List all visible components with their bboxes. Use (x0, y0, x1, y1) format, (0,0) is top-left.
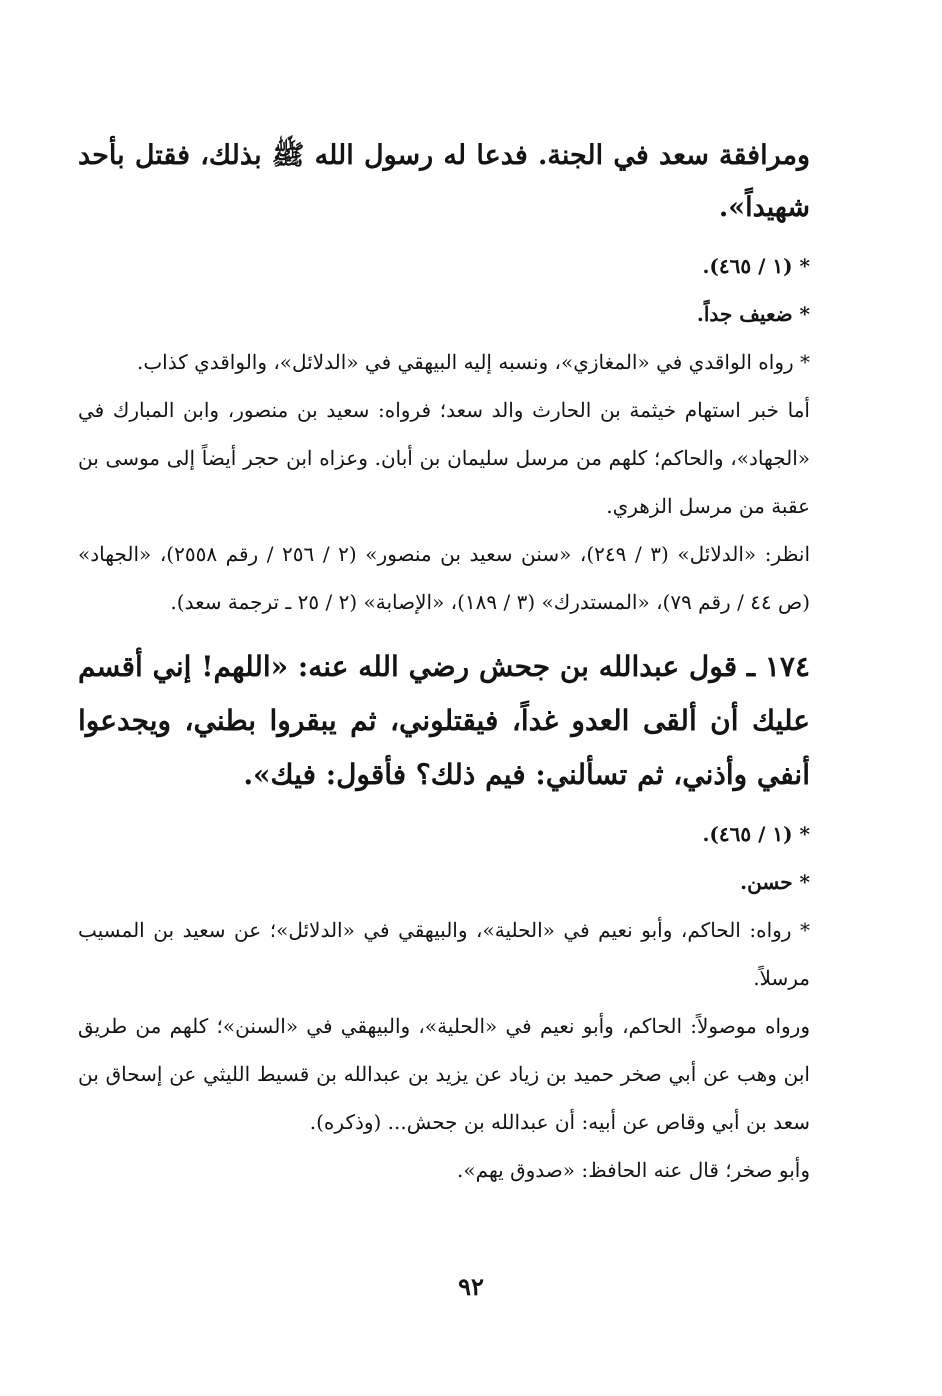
page-number: ٩٢ (458, 1272, 484, 1301)
commentary-paragraph: أما خبر استهام خيثمة بن الحارث والد سعد؛ فرواه: سعيد بن منصور، وابن المبارك في «الجهاد»، والحاكم؛ كلهم من مرسل سليمان بن أبان. وعزاه ابن حجر أيضاً إلى موسى بن عقبة من مرسل الزهري. (78, 398, 810, 518)
takhrij-note: * رواه: الحاكم، وأبو نعيم في «الحلية»، والبيهقي في «الدلائل»؛ عن سعيد بن المسيب مرسلاً. (78, 918, 810, 990)
hadith-grade: * ضعيف جداً. (696, 302, 810, 326)
quote-continuation: ومرافقة سعد في الجنة. فدعا له رسول الله ﷺ بذلك، فقتل بأحد شهيداً». (78, 140, 810, 223)
hadith-grade: * حسن. (740, 870, 810, 894)
takhrij-note: * رواه الواقدي في «المغازي»، ونسبه إليه البيهقي في «الدلائل»، والواقدي كذاب. (136, 350, 810, 374)
narrator-note: وأبو صخر؛ قال عنه الحافظ: «صدوق يهم». (457, 1158, 810, 1182)
references-paragraph: انظر: «الدلائل» (٣ / ٢٤٩)، «سنن سعيد بن منصور» (٢ / ٢٥٦ / رقم ٢٥٥٨)، «الجهاد» (ص ٤٤ / رقم ٧٩)، «المستدرك» (٣ / ١٨٩)، «الإصابة» (٢ / ٢٥ ـ ترجمة سعد). (78, 542, 811, 614)
entry-heading-174: ١٧٤ ـ قول عبدالله بن جحش رضي الله عنه: «اللهم! إني أقسم عليك أن ألقى العدو غداً، فيقتلوني، ثم يبقروا بطني، ويجدعوا أنفي وأذني، ثم تسألني: فيم ذلك؟ فأقول: فيك». (78, 650, 810, 791)
volume-page-reference: * (١ / ٤٦٥). (702, 822, 810, 846)
volume-page-reference: * (١ / ٤٦٥). (702, 254, 810, 278)
commentary-paragraph: ورواه موصولاً: الحاكم، وأبو نعيم في «الحلية»، والبيهقي في «السنن»؛ كلهم من طريق ابن وهب عن أبي صخر حميد بن زياد عن يزيد بن عبدالله بن قسيط الليثي عن إسحاق بن سعد بن أبي وقاص عن أبيه: أن عبدالله بن جحش... (وذكره). (78, 1014, 810, 1134)
page-body (78, 130, 810, 1194)
